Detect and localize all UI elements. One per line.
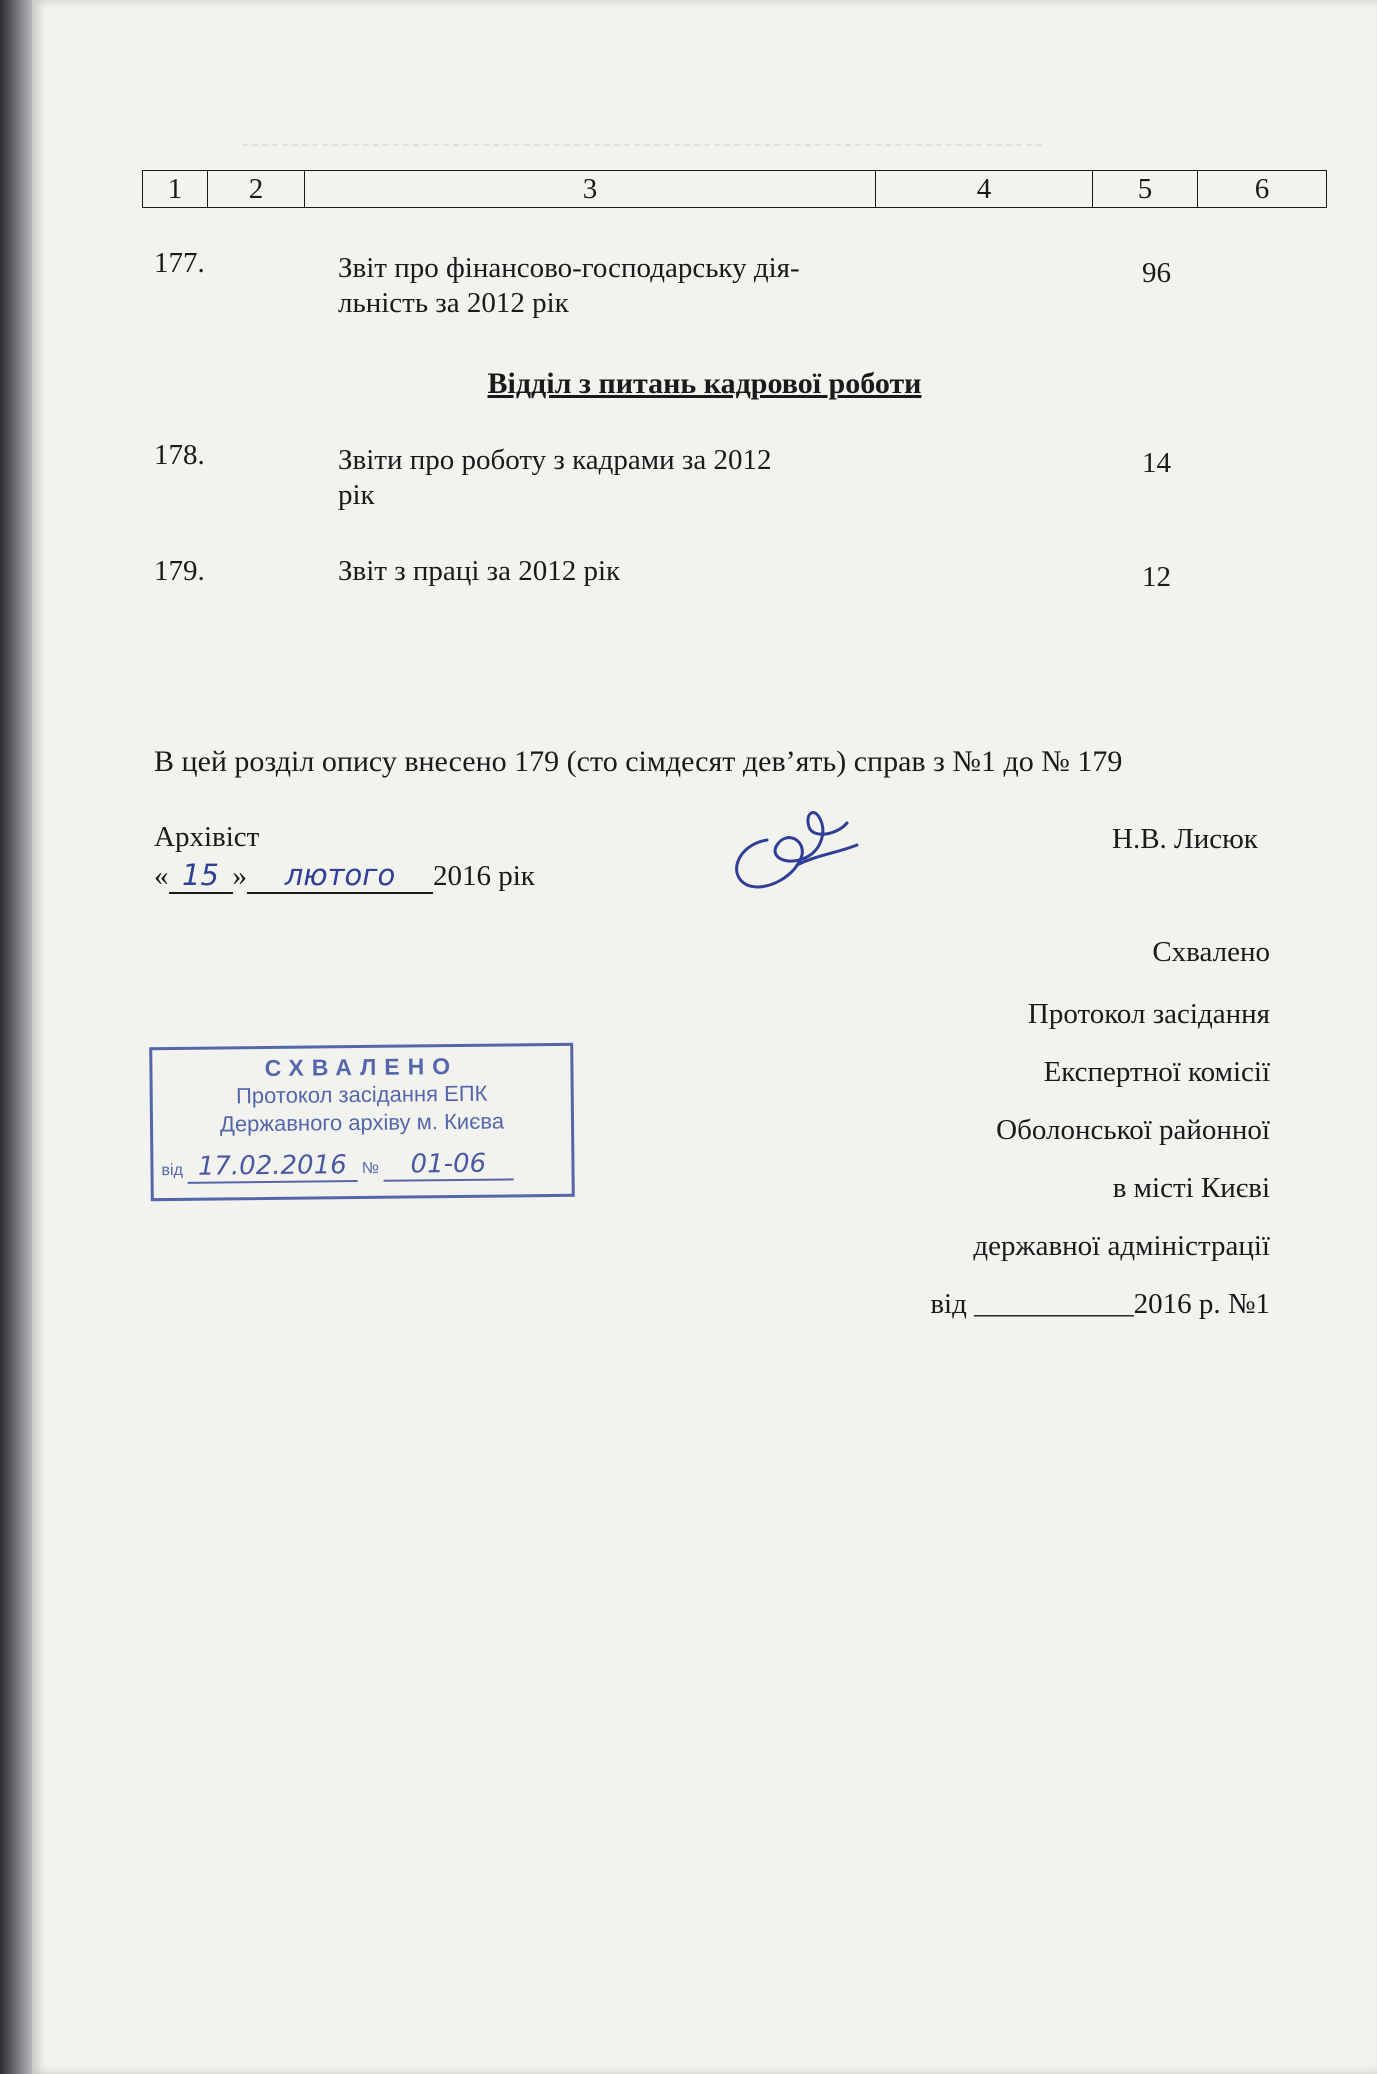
summary-text: В цей розділ опису внесено 179 (сто сімдесят дев’ять) справ з №1 до № 179 [154,745,1123,778]
row-177-number: 177. [154,247,205,279]
row-179-title-line1: Звіт з праці за 2012 рік [338,555,621,587]
archivist-role: Архівіст [154,821,260,853]
stamp-line-3: Державного архіву м. Києва [219,1108,505,1137]
row-178-title-line2: рік [338,479,375,511]
row-177-count: 96 [1142,257,1171,289]
show-through [242,120,1042,146]
row-177-title-line1: Звіт про фінансово-господарську дія- [338,252,800,284]
date-year: 2016 рік [433,860,535,892]
approval-last-line: від ___________2016 р. №1 [930,1288,1270,1320]
stamp-date-row [161,1148,513,1184]
date-quote-close: » [232,860,247,892]
col-3: 3 [305,171,876,208]
row-179-number: 179. [154,555,205,587]
col-6: 6 [1198,171,1327,208]
approval-line-4: Оболонської районної [996,1114,1270,1146]
approval-line-5: в місті Києві [1112,1172,1270,1204]
date-month-handwritten: лютого [247,858,433,894]
stamp-no-label: № [361,1159,380,1178]
stamp-from-label: від [161,1161,183,1180]
signature-image [727,805,867,895]
column-number-table [142,170,1327,208]
approval-line-6: державної адміністрації [973,1230,1270,1262]
row-177-title-line2: льність за 2012 рік [338,287,569,319]
col-2: 2 [208,171,305,208]
stamp-number: 01-06 [383,1148,513,1181]
approval-stamp [149,1043,575,1201]
col-1: 1 [143,171,208,208]
archivist-date [154,858,535,894]
row-178-count: 14 [1142,447,1171,479]
document-page [32,0,1377,2074]
stamp-line-2: Протокол засідання ЕПК [235,1080,488,1109]
approval-line-1: Схвалено [1152,936,1270,968]
date-day-handwritten: 15 [169,858,233,894]
stamp-title: СХВАЛЕНО [264,1052,459,1082]
section-title: Відділ з питань кадрової роботи [487,367,922,400]
approval-line-2: Протокол засідання [1027,998,1270,1030]
date-quote-open: « [154,860,169,892]
stamp-date: 17.02.2016 [187,1150,357,1184]
col-4: 4 [876,171,1093,208]
row-178-title-line1: Звіти про роботу з кадрами за 2012 [338,444,772,476]
row-179-count: 12 [1142,561,1171,593]
col-5: 5 [1093,171,1198,208]
approval-line-3: Експертної комісії [1043,1056,1270,1088]
archivist-name: Н.В. Лисюк [1112,823,1258,855]
row-178-number: 178. [154,439,205,471]
